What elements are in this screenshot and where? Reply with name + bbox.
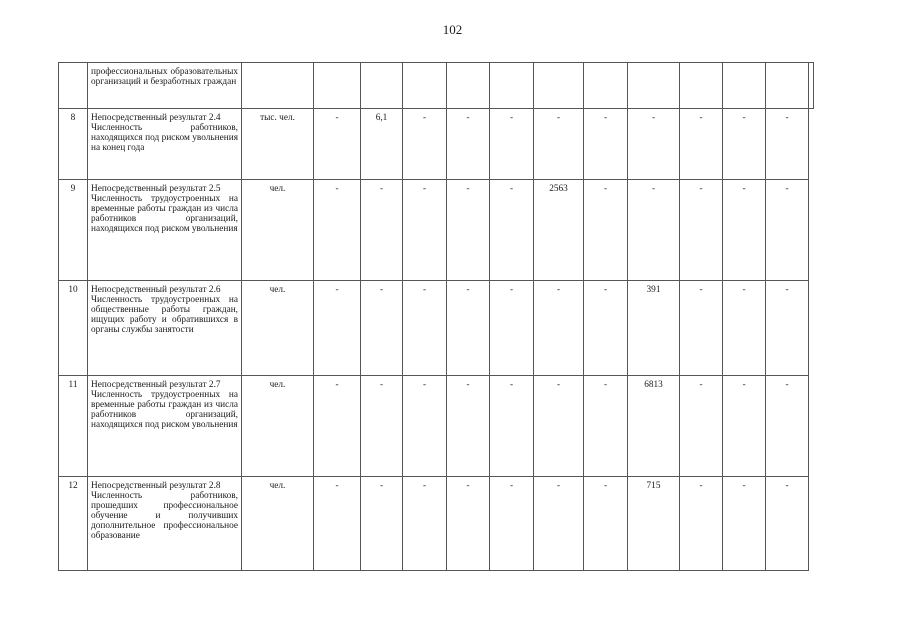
indicator-name-cell xyxy=(88,376,242,477)
table-row xyxy=(59,376,814,477)
value-cell: - xyxy=(361,180,403,281)
unit-cell: чел. xyxy=(242,180,314,281)
value-cell: - xyxy=(447,180,490,281)
value-cell: - xyxy=(680,109,723,180)
value-cell: - xyxy=(490,376,534,477)
indicator-name-cell xyxy=(88,477,242,571)
indicator-code: Непосредственный результат 2.4 xyxy=(91,113,221,123)
value-cell xyxy=(403,63,447,109)
value-cell: - xyxy=(447,109,490,180)
value-cell xyxy=(809,63,814,109)
value-cell: - xyxy=(766,180,809,281)
value-cell xyxy=(314,63,361,109)
value-cell: - xyxy=(314,376,361,477)
indicator-name-cell xyxy=(88,63,242,109)
value-cell: - xyxy=(314,180,361,281)
value-cell: - xyxy=(403,109,447,180)
indicator-name-cell xyxy=(88,109,242,180)
unit-cell: тыс. чел. xyxy=(242,109,314,180)
table-row xyxy=(59,63,814,109)
value-cell xyxy=(490,63,534,109)
value-cell: - xyxy=(447,376,490,477)
value-cell: - xyxy=(447,477,490,571)
value-cell: 6813 xyxy=(628,376,680,477)
value-cell: - xyxy=(534,109,584,180)
value-cell xyxy=(628,63,680,109)
table-row xyxy=(59,477,814,571)
value-cell: - xyxy=(680,477,723,571)
value-cell: - xyxy=(766,477,809,571)
value-cell: - xyxy=(723,376,766,477)
value-cell: - xyxy=(584,281,628,376)
value-cell xyxy=(680,63,723,109)
value-cell: 6,1 xyxy=(361,109,403,180)
table-row xyxy=(59,180,814,281)
value-cell xyxy=(242,63,314,109)
table-row xyxy=(59,281,814,376)
table-row xyxy=(59,109,814,180)
row-number: 8 xyxy=(59,109,88,180)
indicator-code: Непосредственный результат 2.6 xyxy=(91,285,221,295)
indicator-name-cell xyxy=(88,281,242,376)
row-number: 11 xyxy=(59,376,88,477)
unit-cell: чел. xyxy=(242,376,314,477)
value-cell: - xyxy=(766,281,809,376)
indicator-code: Непосредственный результат 2.5 xyxy=(91,184,221,194)
row-number: 9 xyxy=(59,180,88,281)
indicator-description: Численность работников, прошедших профессиональное обучение и получивших дополнительное профессиональное образование xyxy=(91,491,238,541)
value-cell: - xyxy=(628,109,680,180)
value-cell xyxy=(723,63,766,109)
value-cell: - xyxy=(584,376,628,477)
indicator-description: Численность работников, находящихся под риском увольнения на конец года xyxy=(91,123,238,153)
value-cell: - xyxy=(534,281,584,376)
value-cell: - xyxy=(490,180,534,281)
row-number: 10 xyxy=(59,281,88,376)
value-cell: 391 xyxy=(628,281,680,376)
value-cell: - xyxy=(534,477,584,571)
value-cell xyxy=(584,63,628,109)
value-cell: - xyxy=(314,281,361,376)
value-cell: - xyxy=(314,109,361,180)
value-cell: - xyxy=(490,477,534,571)
unit-cell: чел. xyxy=(242,281,314,376)
results-table xyxy=(58,62,814,571)
value-cell: - xyxy=(534,376,584,477)
indicator-name: профессиональных образовательных организаций и безработных граждан xyxy=(91,67,238,87)
indicator-name-cell xyxy=(88,180,242,281)
value-cell: - xyxy=(680,376,723,477)
row-number-cell xyxy=(59,63,88,109)
value-cell: - xyxy=(680,281,723,376)
value-cell: - xyxy=(584,180,628,281)
value-cell: - xyxy=(628,180,680,281)
value-cell: - xyxy=(584,109,628,180)
unit-cell: чел. xyxy=(242,477,314,571)
value-cell xyxy=(766,63,809,109)
indicator-code: Непосредственный результат 2.8 xyxy=(91,481,221,491)
value-cell: - xyxy=(766,376,809,477)
value-cell: - xyxy=(361,376,403,477)
value-cell: 715 xyxy=(628,477,680,571)
value-cell: - xyxy=(314,477,361,571)
value-cell xyxy=(447,63,490,109)
value-cell: - xyxy=(361,477,403,571)
value-cell: - xyxy=(490,109,534,180)
value-cell: - xyxy=(723,281,766,376)
value-cell: - xyxy=(723,180,766,281)
row-number: 12 xyxy=(59,477,88,571)
indicator-description: Численность трудоустроенных на временные работы граждан из числа работников организаций, находящихся под риском увольнения xyxy=(91,390,238,430)
value-cell: - xyxy=(490,281,534,376)
value-cell: - xyxy=(584,477,628,571)
indicator-description: Численность трудоустроенных на общественные работы граждан, ищущих работу и обратившихся в органы службы занятости xyxy=(91,295,238,335)
indicator-description: Численность трудоустроенных на временные работы граждан из числа работников организаций, находящихся под риском увольнения xyxy=(91,194,238,234)
value-cell xyxy=(534,63,584,109)
value-cell: - xyxy=(361,281,403,376)
value-cell: - xyxy=(447,281,490,376)
value-cell xyxy=(361,63,403,109)
value-cell: 2563 xyxy=(534,180,584,281)
page-number: 102 xyxy=(442,22,463,37)
value-cell: - xyxy=(723,477,766,571)
value-cell: - xyxy=(403,180,447,281)
value-cell: - xyxy=(680,180,723,281)
value-cell: - xyxy=(766,109,809,180)
value-cell: - xyxy=(403,376,447,477)
value-cell: - xyxy=(723,109,766,180)
value-cell: - xyxy=(403,477,447,571)
indicator-code: Непосредственный результат 2.7 xyxy=(91,380,221,390)
value-cell: - xyxy=(403,281,447,376)
